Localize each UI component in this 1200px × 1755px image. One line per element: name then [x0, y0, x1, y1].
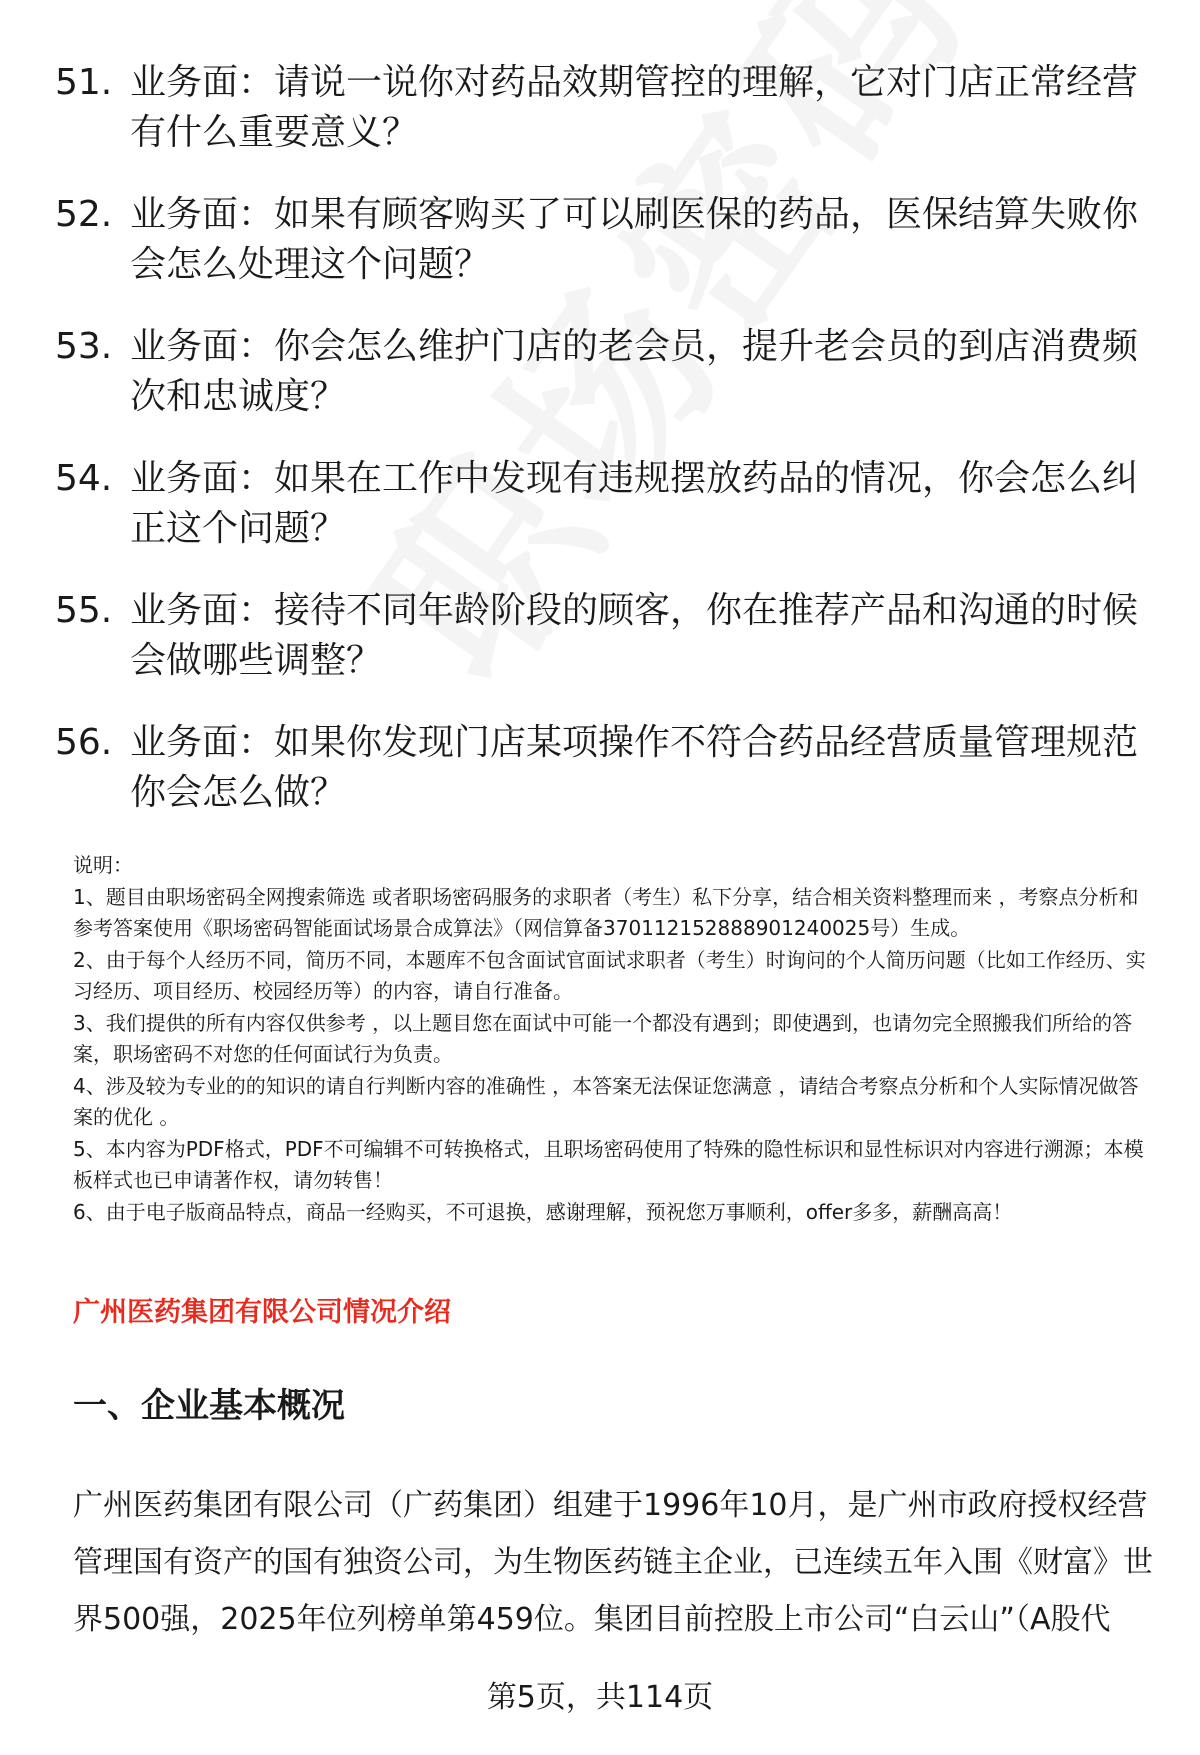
question-number: 55.: [55, 590, 113, 631]
page-number: 第5页，共114页: [486, 1680, 714, 1715]
question-item: [55, 586, 1145, 686]
section-heading: 一、企业基本概况: [73, 1386, 345, 1426]
question-number: 52.: [55, 194, 113, 235]
question-text: 业务面：请说一说你对药品效期管控的理解，它对门店正常经营有什么重要意义？: [130, 62, 1139, 153]
question-list: [55, 58, 1145, 850]
question-item: [55, 322, 1145, 422]
note-item: 4、涉及较为专业的的知识的请自行判断内容的准确性 ，本答案无法保证您满意 ，请结合考察点分析和个人实际情况做答案的优化 。: [73, 1073, 1139, 1129]
note-item: 2、由于每个人经历不同，简历不同，本题库不包含面试官面试求职者（考生）时询问的个人简历问题（比如工作经历、实习经历、项目经历、校园经历等）的内容，请自行准备。: [73, 947, 1146, 1003]
question-number: 54.: [55, 458, 113, 499]
question-number: 53.: [55, 326, 113, 367]
note-item: 3、我们提供的所有内容仅供参考 ，以上题目您在面试中可能一个都没有遇到；即使遇到，也请勿完全照搬我们所给的答案，职场密码不对您的任何面试行为负责。: [73, 1010, 1133, 1066]
note-item: 1、题目由职场密码全网搜索筛选 或者职场密码服务的求职者（考生）私下分享，结合相关资料整理而来 ，考察点分析和参考答案使用《职场密码智能面试场景合成算法》（网信算备370112152888901240025号）生成。: [73, 884, 1139, 940]
question-item: [55, 718, 1145, 818]
question-number: 56.: [55, 722, 113, 763]
question-number: 51.: [55, 62, 113, 103]
question-text: 业务面：接待不同年龄阶段的顾客，你在推荐产品和沟通的时候会做哪些调整？: [130, 590, 1139, 681]
question-text: 业务面：如果你发现门店某项操作不符合药品经营质量管理规范你会怎么做？: [130, 722, 1139, 813]
question-text: 业务面：你会怎么维护门店的老会员，提升老会员的到店消费频次和忠诚度？: [130, 326, 1139, 417]
question-item: [55, 58, 1145, 158]
company-intro-title: 广州医药集团有限公司情况介绍: [73, 1297, 451, 1328]
note-item: 6、由于电子版商品特点，商品一经购买，不可退换，感谢理解，预祝您万事顺利，offer多多，薪酬高高！: [73, 1199, 1013, 1224]
question-item: [55, 454, 1145, 554]
company-overview-paragraph: 广州医药集团有限公司（广药集团）组建于1996年10月，是广州市政府授权经营管理国有资产的国有独资公司，为生物医药链主企业，已连续五年入围《财富》世界500强，2025年位列榜单第459位。集团目前控股上市公司“白云山”（A股代: [73, 1488, 1153, 1637]
question-text: 业务面：如果有顾客购买了可以刷医保的药品，医保结算失败你会怎么处理这个问题？: [130, 194, 1139, 285]
notes-heading: 说明：: [73, 853, 133, 877]
note-item: 5、本内容为PDF格式，PDF不可编辑不可转换格式，且职场密码使用了特殊的隐性标识和显性标识对内容进行溯源；本模板样式也已申请著作权，请勿转售！: [73, 1136, 1144, 1192]
question-text: 业务面：如果在工作中发现有违规摆放药品的情况，你会怎么纠正这个问题？: [130, 458, 1139, 549]
notes-section: [73, 850, 1148, 1228]
question-item: [55, 190, 1145, 290]
